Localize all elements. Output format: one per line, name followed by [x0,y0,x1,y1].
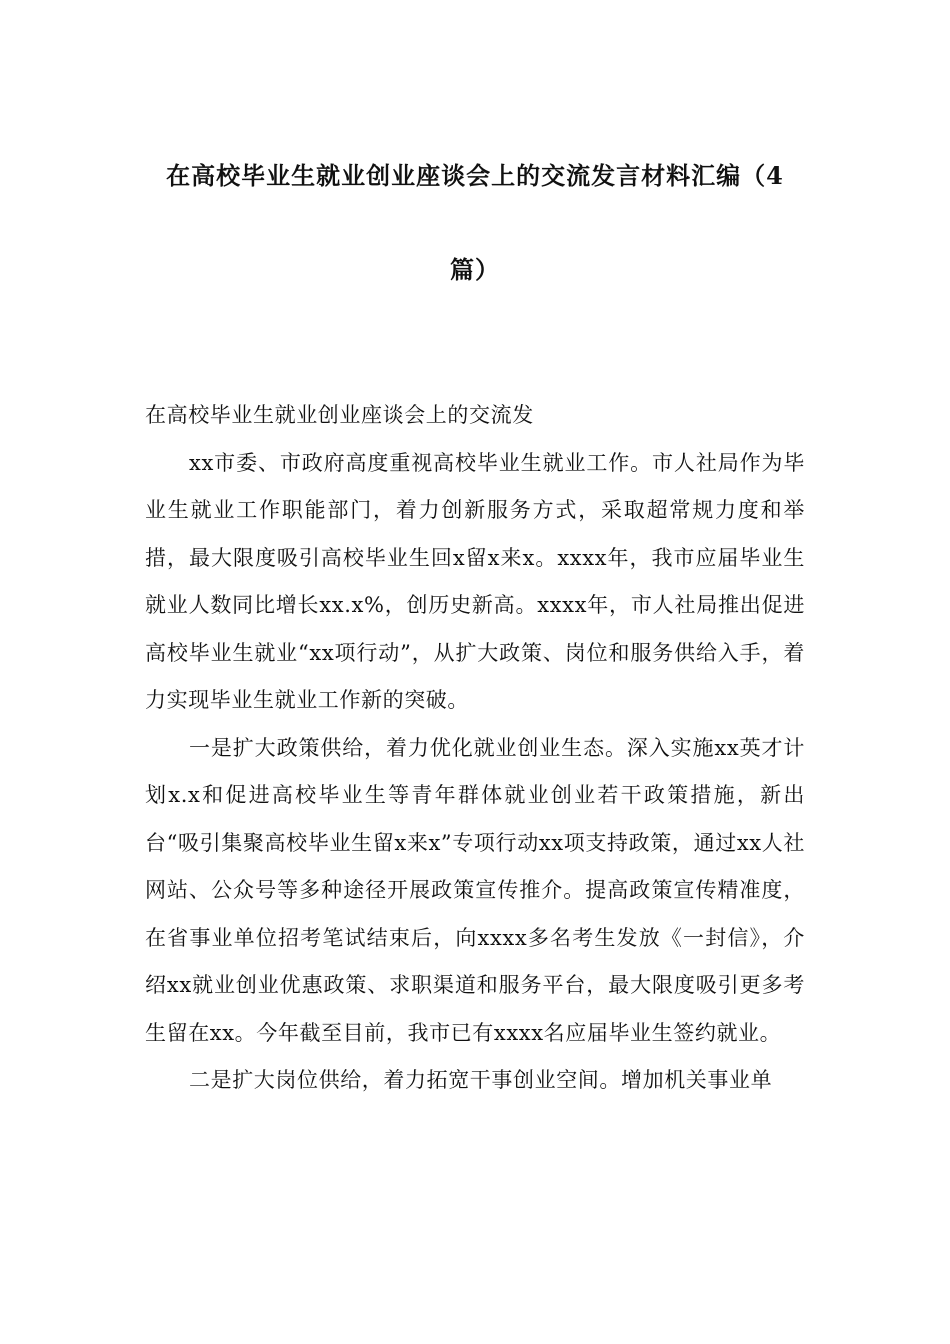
paragraph-intro: xx市委、市政府高度重视高校毕业生就业工作。市人社局作为毕业生就业工作职能部门，着力创新服务方式，采取超常规力度和举措，最大限度吸引高校毕业生回x留x来x。xxxx年，我市应届毕业生就业人数同比增长xx.x%，创历史新高。xxxx年，市人社局推出促进高校毕业生就业“xx项行动”，从扩大政策、岗位和服务供给入手，着力实现毕业生就业工作新的突破。 [145,450,805,712]
paragraph-job-supply: 二是扩大岗位供给，着力拓宽干事创业空间。增加机关事业单 [189,1068,773,1092]
paragraph-policy-supply: 一是扩大政策供给，着力优化就业创业生态。深入实施xx英才计划x.x和促进高校毕业生等青年群体就业创业若干政策措施，新出台“吸引集聚高校毕业生留x来x”专项行动xx项支持政策，通过xx人社网站、公众号等多种途径开展政策宣传推介。提高政策宣传精准度，在省事业单位招考笔试结束后，向xxxx多名考生发放《一封信》，介绍xx就业创业优惠政策、求职渠道和服务平台，最大限度吸引更多考生留在xx。今年截至目前，我市已有xxxx名应届毕业生签约就业。 [145,735,805,1045]
document-title-line-2: 篇） [450,255,500,284]
document-subtitle: 在高校毕业生就业创业座谈会上的交流发 [145,403,534,427]
document-body [145,392,805,1105]
document-title-line-1: 在高校毕业生就业创业座谈会上的交流发言材料汇编（4 [166,161,784,190]
